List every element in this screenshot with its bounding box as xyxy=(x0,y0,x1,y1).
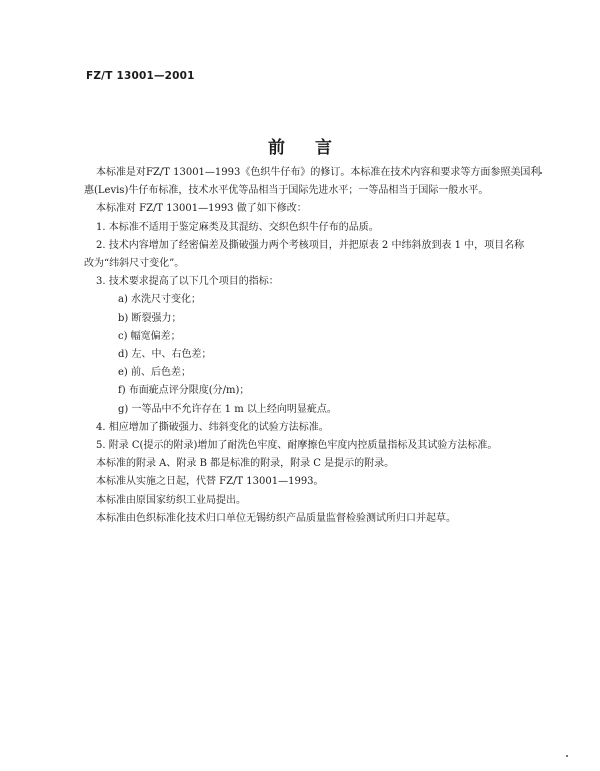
paragraph-intro-line1: 本标准是对FZ/T 13001—1993《色织牛仔布》的修订。本标准在技术内容和要求等方面参照美国利 xyxy=(96,167,541,178)
paragraph-proposed-by: 本标准由原国家纺织工业局提出。 xyxy=(96,494,246,506)
sub-item-b: b) 断裂强力； xyxy=(118,312,182,324)
paragraph-drafted-by: 本标准由色织标准化技术归口单位无锡纺织产品质量监督检验测试所归口并起草。 xyxy=(96,512,456,524)
list-item-2-line2: 改为“纬斜尺寸变化”。 xyxy=(84,258,185,270)
paragraph-intro-line2: 惠(Levis)牛仔布标准，技术水平优等品相当于国际先进水平；一等品相当于国际一般水平。 xyxy=(84,185,489,197)
paragraph-changes-lead: 本标准对 FZ/T 13001—1993 做了如下修改： xyxy=(96,203,307,215)
list-item-3: 3. 技术要求提高了以下几个项目的指标： xyxy=(96,276,279,288)
sub-item-c: c) 幅宽偏差； xyxy=(118,330,181,342)
list-item-1: 1. 本标准不适用于鉴定麻类及其混纺、交织色织牛仔布的品质。 xyxy=(96,221,379,233)
paragraph-appendix: 本标准的附录 A、附录 B 都是标准的附录，附录 C 是提示的附录。 xyxy=(96,458,395,470)
list-item-2-line1: 2. 技术内容增加了经密偏差及撕破强力两个考核项目，并把原表 2 中纬斜放到表 1 中，项目名称 xyxy=(96,239,525,251)
scan-speck xyxy=(566,755,568,757)
page-title: 前言 xyxy=(268,138,362,158)
sub-item-g: g) 一等品中不允许存在 1 m 以上经向明显疵点。 xyxy=(118,403,337,415)
scan-speck xyxy=(540,172,542,174)
list-item-5: 5. 附录 C(提示的附录)增加了耐洗色牢度、耐摩擦色牢度内控质量指标及其试验方法标准。 xyxy=(96,440,498,452)
sub-item-f: f) 布面疵点评分限度(分/m)； xyxy=(118,385,250,397)
list-item-4: 4. 相应增加了撕破强力、纬斜变化的试验方法标准。 xyxy=(96,421,329,433)
foreword-body xyxy=(84,164,541,528)
sub-item-e: e) 前、后色差； xyxy=(118,367,191,379)
standard-code: FZ/T 13001—2001 xyxy=(86,70,195,82)
sub-item-a: a) 水洗尺寸变化； xyxy=(118,294,202,306)
paragraph-replaces: 本标准从实施之日起，代替 FZ/T 13001—1993。 xyxy=(96,476,324,488)
sub-item-d: d) 左、中、右色差； xyxy=(118,349,212,361)
